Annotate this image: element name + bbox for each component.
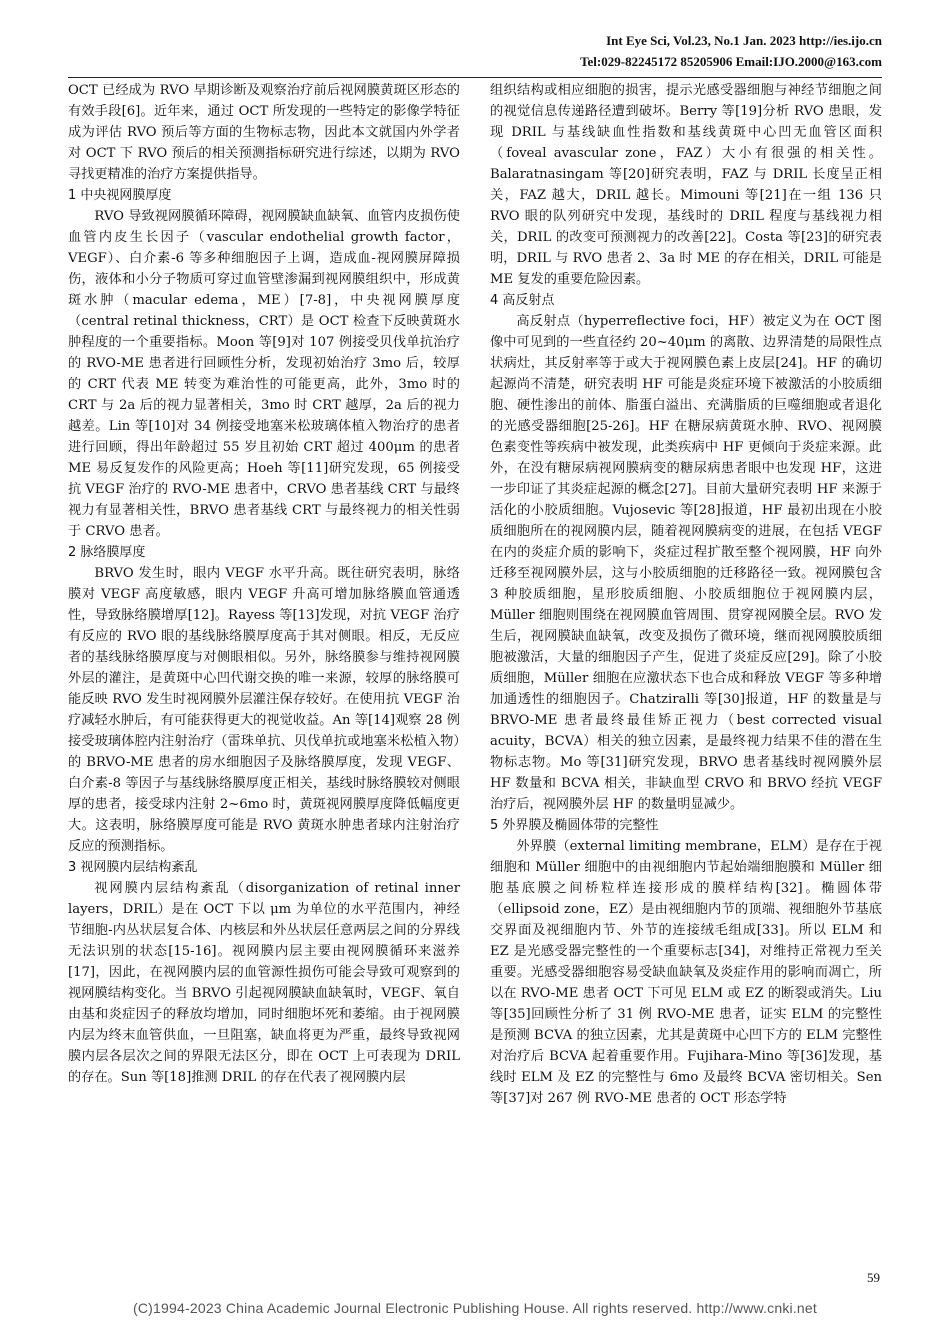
- left-column: [68, 80, 460, 1088]
- right-column: [490, 80, 882, 1109]
- section-5-paragraph: 外界膜（external limiting membrane，ELM）是存在于视细胞和 Müller 细胞中的由视细胞内节起始端细胞膜和 Müller 细胞基底膜之间桥粒样连接形成的膜样结构[32]。椭圆体带（ellipsoid zone，EZ）是由视细胞内节的顶端、视细胞外节基底交界面及视细胞内节、外节的连接绒毛组成[33]。所以 ELM 和 EZ 是光感受器完整性的一个重要标志[34]，对维持正常视力至关重要。光感受器细胞容易受缺血缺氧及炎症作用的影响而凋亡，所以在 RVO-ME 患者 OCT 下可见 ELM 或 EZ 的断裂或消失。Liu 等[35]回顾性分析了 31 例 RVO-ME 患者，证实 ELM 的完整性是预测 BCVA 的独立因素，尤其是黄斑中心凹下方的 ELM 完整性对治疗后 BCVA 起着重要作用。Fujihara-Mino 等[36]发现，基线时 ELM 及 EZ 的完整性与 6mo 及最终 BCVA 密切相关。Sen 等[37]对 267 例 RVO-ME 患者的 OCT 形态学特: [490, 839, 882, 1106]
- section-4-paragraph: 高反射点（hyperreflective foci，HF）被定义为在 OCT 图像中可见到的一些直径约 20~40μm 的离散、边界清楚的局限性点状病灶，其反射率等于或大于视网膜色素上皮层[24]。HF 的确切起源尚不清楚，研究表明 HF 可能是炎症环境下被激活的小胶质细胞、硬性渗出的前体、脂蛋白溢出、充满脂质的巨噬细胞或者退化的光感受器细胞[25-26]。HF 在糖尿病黄斑水肿、RVO、视网膜色素变性等疾病中被发现，此类疾病中 HF 更倾向于炎症来源。此外，在没有糖尿病视网膜病变的糖尿病患者眼中也发现 HF，这进一步印证了其炎症起源的概念[27]。目前大量研究表明 HF 来源于活化的小胶质细胞。Vujosevic 等[28]报道，HF 最初出现在小胶质细胞所在的视网膜内层，随着视网膜病变的进展，在包括 VEGF 在内的炎症介质的影响下，炎症过程扩散至整个视网膜，HF 向外迁移至视网膜外层，这与小胶质细胞的迁移路径一致。视网膜包含 3 种胶质细胞，星形胶质细胞、小胶质细胞位于视网膜内层，Müller 细胞则围绕在视网膜血管周围、贯穿视网膜全层。RVO 发生后，视网膜缺血缺氧，改变及损伤了微环境，继而视网膜胶质细胞被激活，大量的细胞因子产生，促进了炎症反应[29]。除了小胶质细胞，Müller 细胞在应激状态下也合成和释放 VEGF 等多种增加通透性的细胞因子。Chatziralli 等[30]报道，HF 的数量是与 BRVO-ME 患者最终最佳矫正视力（best corrected visual acuity，BCVA）相关的独立因素，是最终视力结果不佳的潜在生物标志物。Mo 等[31]研究发现，BRVO 患者基线时视网膜外层 HF 数量和 BCVA 相关，非缺血型 CRVO 和 BRVO 经抗 VEGF 治疗后，视网膜外层 HF 的数量明显减少。: [490, 314, 882, 812]
- intro-paragraph: OCT 已经成为 RVO 早期诊断及观察治疗前后视网膜黄斑区形态的有效手段[6]。近年来，通过 OCT 所发现的一些特定的影像学特征成为评估 RVO 预后等方面的生物标志物，因此本文就国内外学者对 OCT 下 RVO 预后的相关预测指标研究进行综述，以期为 RVO 寻找更精准的治疗方案提供指导。: [68, 83, 460, 182]
- section-heading-1: 1 中央视网膜厚度: [68, 188, 172, 203]
- copyright-footer: (C)1994-2023 China Academic Journal Electronic Publishing House. All rights reserved. http://www.cnki.net: [133, 1300, 817, 1316]
- section-heading-5: 5 外界膜及椭圆体带的完整性: [490, 818, 659, 833]
- section-3-paragraph: 视网膜内层结构紊乱（disorganization of retinal inner layers，DRIL）是在 OCT 下以 μm 为单位的水平范围内，神经节细胞-内丛状层复合体、内核层和外丛状层任意两层之间的分界线无法识别的状态[15-16]。视网膜内层主要由视网膜循环来滋养[17]，因此，在视网膜内层的血管源性损伤可能会导致可观察到的视网膜结构变化。当 BRVO 引起视网膜缺血缺氧时，VEGF、氧自由基和炎症因子的释放均增加，同时细胞坏死和萎缩。由于视网膜内层为终末血管供血，一旦阻塞，缺血将更为严重，最终导致视网膜内层各层次之间的界限无法区分，即在 OCT 上可表现为 DRIL 的存在。Sun 等[18]推测 DRIL 的存在代表了视网膜内层: [68, 881, 460, 1085]
- header-rule: [68, 77, 882, 78]
- page-number: 59: [867, 1270, 880, 1285]
- header-journal-line: Int Eye Sci, Vol.23, No.1 Jan. 2023 http://ies.ijo.cn: [606, 33, 882, 48]
- section-2-paragraph: BRVO 发生时，眼内 VEGF 水平升高。既往研究表明，脉络膜对 VEGF 高度敏感，眼内 VEGF 升高可增加脉络膜血管通透性，导致脉络膜增厚[12]。Rayess 等[13]发现，对抗 VEGF 治疗有反应的 RVO 眼的基线脉络膜厚度高于其对侧眼。相反，无反应者的基线脉络膜厚度与对侧眼相似。另外，脉络膜参与维持视网膜外层的灌注，是黄斑中心凹代谢交换的唯一来源，较厚的脉络膜可能反映 RVO 发生时视网膜外层灌注保存较好。在使用抗 VEGF 治疗减轻水肿后，有可能获得更大的视觉收益。An 等[14]观察 28 例接受玻璃体腔内注射治疗（雷珠单抗、贝伐单抗或地塞米松植入物）的 BRVO-ME 患者的房水细胞因子及脉络膜厚度，发现 VEGF、白介素-8 等因子与基线脉络膜厚度正相关，基线时脉络膜较对侧眼厚的患者，接受球内注射 2~6mo 时，黄斑视网膜厚度降低幅度更大。这表明，脉络膜厚度可能是 RVO 黄斑水肿患者球内注射治疗反应的预测指标。: [68, 566, 460, 854]
- section-heading-3: 3 视网膜内层结构紊乱: [68, 860, 198, 875]
- section-1-paragraph: RVO 导致视网膜循环障碍，视网膜缺血缺氧、血管内皮损伤使血管内皮生长因子（vascular endothelial growth factor，VEGF）、白介素-6 等多种细胞因子上调，造成血-视网膜屏障损伤，液体和小分子物质可穿过血管壁渗漏到视网膜组织中，形成黄斑水肿（macular edema，ME）[7-8]，中央视网膜厚度（central retinal thickness，CRT）是 OCT 检查下反映黄斑水肿程度的一个重要指标。Moon 等[9]对 107 例接受贝伐单抗治疗的 RVO-ME 患者进行回顾性分析，发现初始治疗 3mo 后，较厚的 CRT 代表 ME 转变为难治性的可能更高，此外，3mo 时的 CRT 与 2a 后的视力显著相关，3mo 时 CRT 越厚，2a 后的视力越差。Lin 等[10]对 34 例接受地塞米松玻璃体植入物治疗的患者进行回顾，得出年龄超过 55 岁且初始 CRT 超过 400μm 的患者 ME 易反复发作的风险更高；Hoeh 等[11]研究发现，65 例接受抗 VEGF 治疗的 RVO-ME 患者中，CRVO 患者基线 CRT 与最终视力有显著相关性，BRVO 患者基线 CRT 与最终视力的相关性弱于 CRVO 患者。: [68, 209, 460, 539]
- section-3-paragraph-continued: 组织结构或相应细胞的损害，提示光感受器细胞与神经节细胞之间的视觉信息传递路径遭到破坏。Berry 等[19]分析 RVO 患眼，发现 DRIL 与基线缺血性指数和基线黄斑中心凹无血管区面积（foveal avascular zone，FAZ）大小有很强的相关性。Balaratnasingam 等[20]研究表明，FAZ 与 DRIL 长度呈正相关，FAZ 越大，DRIL 越长。Mimouni 等[21]在一组 136 只 RVO 眼的队列研究中发现，基线时的 DRIL 程度与基线视力相关，DRIL 的改变可预测视力的改善[22]。Costa 等[23]的研究表明，DRIL 与 RVO 患者 2、3a 时 ME 的存在相关，DRIL 可能是 ME 复发的重要危险因素。: [490, 83, 882, 287]
- section-heading-4: 4 高反射点: [490, 293, 555, 308]
- journal-header: [580, 30, 882, 72]
- section-heading-2: 2 脉络膜厚度: [68, 545, 146, 560]
- header-contact-line: Tel:029-82245172 85205906 Email:IJO.2000@163.com: [580, 54, 882, 69]
